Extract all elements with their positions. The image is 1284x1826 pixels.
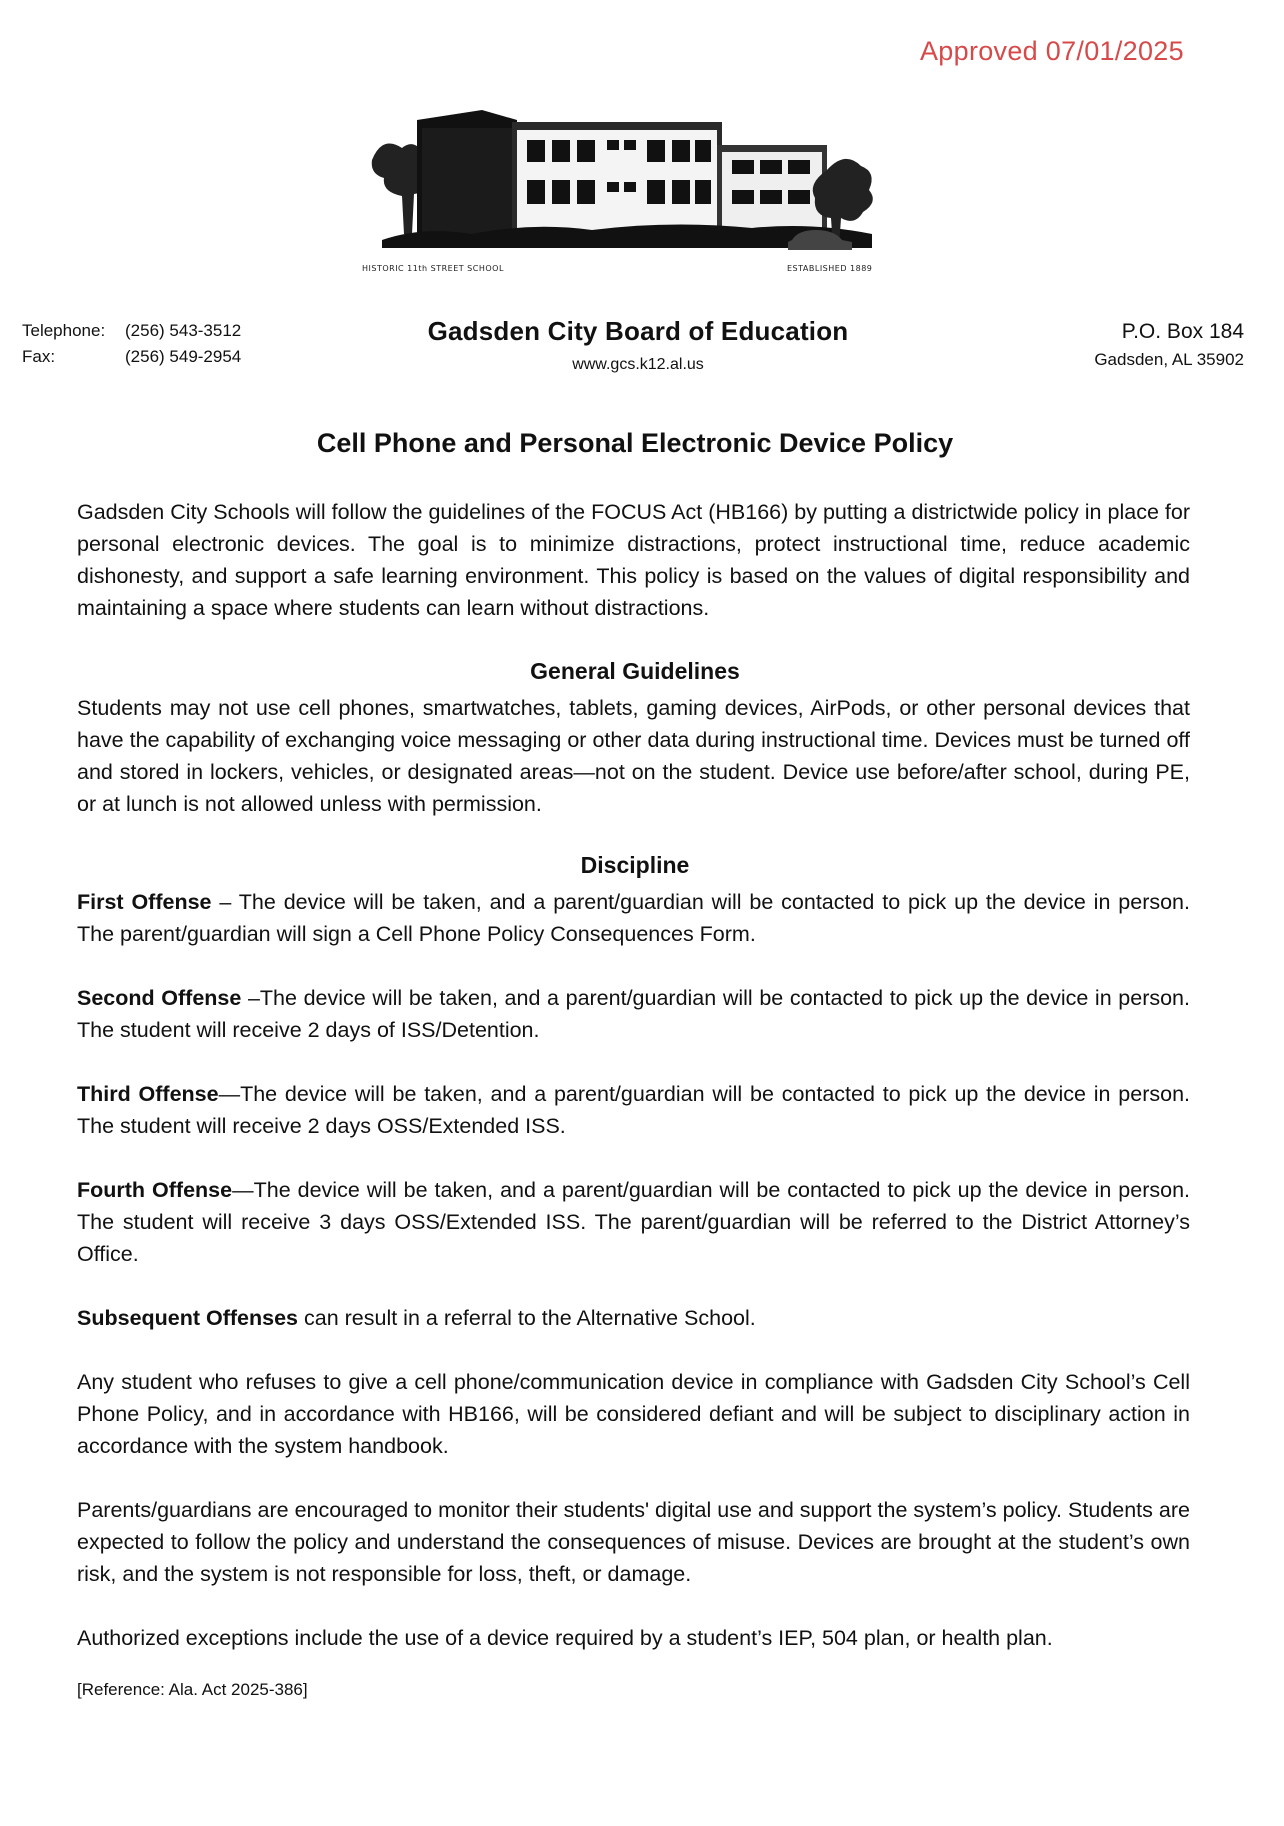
exceptions-paragraph: Authorized exceptions include the use of a device required by a student’s IEP, 504 plan, or health plan. [77, 1626, 1053, 1650]
subsequent-offenses-text: can result in a referral to the Alternative School. [298, 1306, 756, 1330]
third-offense-paragraph [77, 1078, 1190, 1142]
po-box: P.O. Box 184 [1121, 320, 1244, 343]
intro-paragraph: Gadsden City Schools will follow the guidelines of the FOCUS Act (HB166) by putting a districtwide policy in place for personal electronic devices. The goal is to minimize distractions, protect instructional time, reduce academic dishonesty, and support a safe learning environment. This policy is based on the values of digital responsibility and maintaining a space where students can learn without distractions. [77, 500, 1190, 620]
logo-caption-left: HISTORIC 11th STREET SCHOOL [362, 264, 504, 273]
contact-address [1094, 318, 1244, 374]
fax-row [22, 344, 241, 370]
second-offense-paragraph [77, 982, 1190, 1046]
refusal-paragraph: Any student who refuses to give a cell phone/communication device in compliance with Gadsden City School’s Cell Phone Policy, and in accordance with HB166, will be considered defiant and will be subject to disciplinary action in accordance with the system handbook. [77, 1370, 1190, 1458]
telephone-row [22, 318, 241, 344]
fax-label: Fax: [22, 347, 56, 366]
telephone-number: (256) 543-3512 [125, 321, 242, 340]
organization-name: Gadsden City Board of Education [427, 316, 849, 346]
first-offense-paragraph [77, 886, 1190, 950]
first-offense-label: First Offense [77, 890, 212, 914]
school-building-logo [362, 100, 892, 286]
third-offense-text: —The device will be taken, and a parent/guardian will be contacted to pick up the device in person. The student will receive 2 days OSS/Extended ISS. [77, 1082, 1190, 1138]
discipline-heading: Discipline [580, 852, 690, 878]
fax-number: (256) 549-2954 [125, 347, 242, 366]
telephone-label: Telephone: [22, 321, 106, 340]
legal-reference: [Reference: Ala. Act 2025-386] [77, 1680, 308, 1699]
school-building-illustration [362, 100, 892, 286]
document-title: Cell Phone and Personal Electronic Device Policy [316, 428, 954, 458]
subsequent-offenses-label: Subsequent Offenses [77, 1306, 299, 1330]
logo-caption-right: ESTABLISHED 1889 [787, 264, 873, 273]
second-offense-label: Second Offense [77, 986, 242, 1010]
contact-phone-fax [22, 318, 241, 370]
fourth-offense-text: —The device will be taken, and a parent/guardian will be contacted to pick up the device in person. The student will receive 3 days OSS/Extended ISS. The parent/guardian will be referred to the District Attorney’s Office. [77, 1178, 1190, 1266]
general-guidelines-heading: General Guidelines [530, 658, 740, 684]
second-offense-text: –The device will be taken, and a parent/guardian will be contacted to pick up the device in person. The student will receive 2 days of ISS/Detention. [77, 986, 1190, 1042]
approval-stamp: Approved 07/01/2025 [920, 36, 1184, 66]
first-offense-text: – The device will be taken, and a parent/guardian will be contacted to pick up the device in person. The parent/guardian will sign a Cell Phone Policy Consequences Form. [77, 890, 1190, 946]
third-offense-label: Third Offense [77, 1082, 219, 1106]
fourth-offense-label: Fourth Offense [77, 1178, 233, 1202]
organization-website: www.gcs.k12.al.us [572, 356, 704, 373]
fourth-offense-paragraph [77, 1174, 1190, 1270]
general-guidelines-text: Students may not use cell phones, smartwatches, tablets, gaming devices, AirPods, or other personal devices that have the capability of exchanging voice messaging or other data during instructional time. Devices must be turned off and stored in lockers, vehicles, or designated areas—not on the student. Device use before/after school, during PE, or at lunch is not allowed unless with permission. [77, 696, 1190, 816]
parents-paragraph: Parents/guardians are encouraged to monitor their students' digital use and support the system’s policy. Students are expected to follow the policy and understand the consequences of misuse. Devices are brought at the student’s own risk, and the system is not responsible for loss, theft, or damage. [77, 1498, 1190, 1586]
subsequent-offenses-paragraph [77, 1302, 1190, 1334]
city-state-zip: Gadsden, AL 35902 [1094, 350, 1244, 369]
